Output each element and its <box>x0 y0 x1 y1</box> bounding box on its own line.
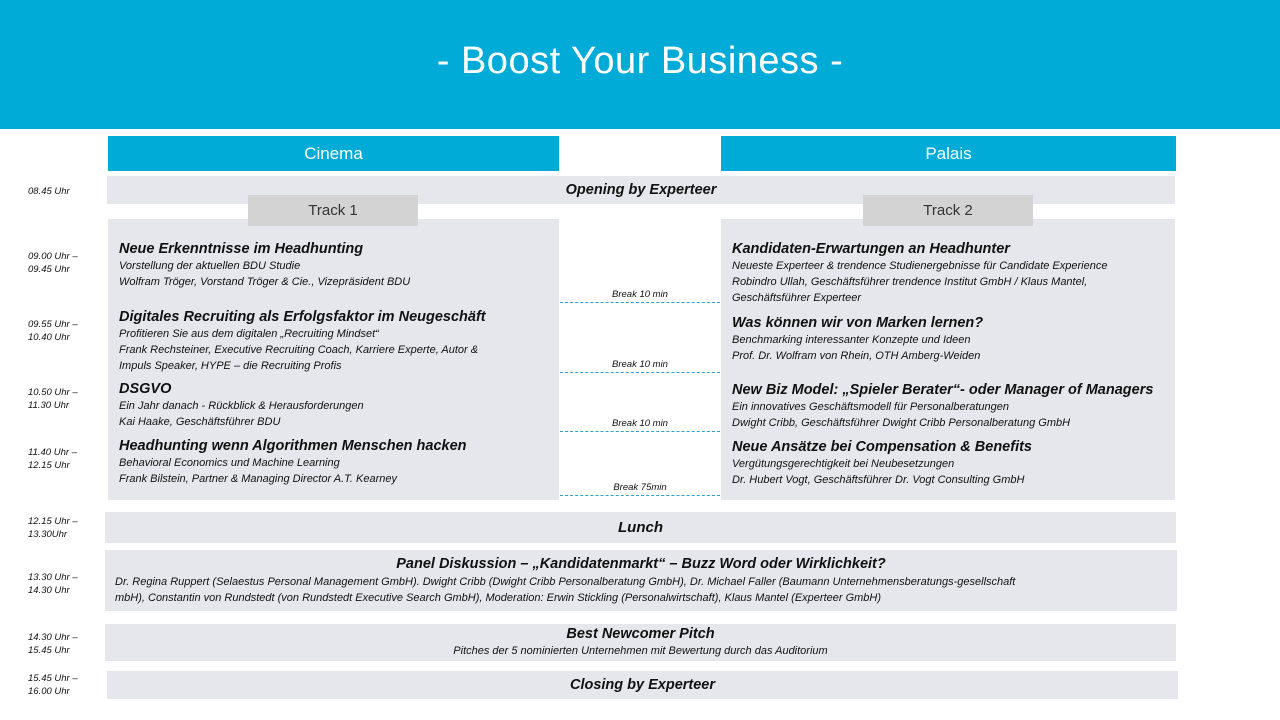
break-divider <box>560 357 720 373</box>
header-banner <box>0 0 1280 129</box>
panel-bar <box>105 550 1177 611</box>
track1-session <box>119 308 486 374</box>
panel-participants: Dr. Regina Ruppert (Selaestus Personal Management GmbH). Dwight Cribb (Dwight Cribb Personalberatung GmbH), Dr. Michael Faller (Baumann Unternehmensberatungs-gesellschaft <box>115 576 1016 588</box>
break-label: Break 10 min <box>612 418 668 429</box>
track1-column <box>108 219 559 500</box>
lunch-title: Lunch <box>618 519 663 536</box>
break-divider <box>560 416 720 432</box>
break-label: Break 75min <box>613 482 667 493</box>
track-1-label: Track 1 <box>248 195 418 226</box>
time-label: 09.00 Uhr – 09.45 Uhr <box>28 251 78 275</box>
session-detail: Neueste Experteer & trendence Studienergebnisse für Candidate Experience <box>732 260 1108 272</box>
session-title: Headhunting wenn Algorithmen Menschen hacken <box>119 438 467 454</box>
track1-session <box>119 437 467 487</box>
pitch-subtitle: Pitches der 5 nominierten Unternehmen mit Bewertung durch das Auditorium <box>453 645 828 657</box>
session-title: Digitales Recruiting als Erfolgsfaktor im Neugeschäft <box>119 309 486 325</box>
break-label: Break 10 min <box>612 289 668 300</box>
track-2-label: Track 2 <box>863 195 1033 226</box>
session-speaker: Prof. Dr. Wolfram von Rhein, OTH Amberg-Weiden <box>732 350 981 362</box>
break-divider <box>560 480 720 496</box>
session-speaker: Frank Rechsteiner, Executive Recruiting Coach, Karriere Experte, Autor & <box>119 344 479 356</box>
pitch-bar <box>105 624 1176 661</box>
session-speaker: Impuls Speaker, HYPE – die Recruiting Profis <box>119 360 342 372</box>
session-speaker: Wolfram Tröger, Vorstand Tröger & Cie., Vizepräsident BDU <box>119 276 411 288</box>
track2-column <box>721 219 1175 500</box>
time-label: 14.30 Uhr – 15.45 Uhr <box>28 632 78 656</box>
session-title: Neue Erkenntnisse im Headhunting <box>119 241 364 257</box>
page-title: - Boost Your Business - <box>436 40 844 82</box>
session-title: New Biz Model: „Spieler Berater“- oder Manager of Managers <box>732 382 1154 398</box>
time-label: 09.55 Uhr – 10.40 Uhr <box>28 319 78 343</box>
track1-session <box>119 240 410 290</box>
session-speaker: Robindro Ullah, Geschäftsführer trendence Institut GmbH / Klaus Mantel, <box>732 276 1088 288</box>
venue-header-palais: Palais <box>721 136 1176 171</box>
session-detail: Ein Jahr danach - Rückblick & Herausforderungen <box>119 400 364 412</box>
session-title: Neue Ansätze bei Compensation & Benefits <box>732 439 1032 455</box>
opening-title: Opening by Experteer <box>565 182 717 198</box>
time-label: 08.45 Uhr <box>28 186 70 197</box>
pitch-title: Best Newcomer Pitch <box>566 626 715 642</box>
time-label: 13.30 Uhr – 14.30 Uhr <box>28 572 78 596</box>
track2-session <box>732 438 1032 488</box>
session-detail: Benchmarking interessanter Konzepte und Ideen <box>732 334 971 346</box>
break-divider <box>560 287 720 303</box>
closing-bar <box>107 671 1178 699</box>
session-detail: Vorstellung der aktuellen BDU Studie <box>119 260 301 272</box>
time-label: 11.40 Uhr – 12.15 Uhr <box>28 447 77 471</box>
time-label: 10.50 Uhr – 11.30 Uhr <box>28 387 78 411</box>
closing-title: Closing by Experteer <box>569 677 716 693</box>
session-speaker: Kai Haake, Geschäftsführer BDU <box>119 416 281 428</box>
session-detail: Ein innovatives Geschäftsmodell für Personalberatungen <box>732 401 1009 413</box>
track2-session <box>732 381 1153 431</box>
session-detail: Vergütungsgerechtigkeit bei Neubesetzungen <box>732 458 955 470</box>
lunch-bar <box>105 512 1176 543</box>
session-speaker: Frank Bilstein, Partner & Managing Director A.T. Kearney <box>119 473 397 485</box>
session-title: Kandidaten-Erwartungen an Headhunter <box>732 241 1010 257</box>
track1-session <box>119 380 364 430</box>
session-speaker: Dwight Cribb, Geschäftsführer Dwight Cribb Personalberatung GmbH <box>732 417 1071 429</box>
panel-participants: mbH), Constantin von Rundstedt (von Rundstedt Executive Search GmbH), Moderation: Erwin Stickling (Personalwirtschaft), Klaus Mantel (Experteer GmbH) <box>115 592 882 604</box>
track2-session <box>732 314 983 364</box>
panel-title: Panel Diskussion – „Kandidatenmarkt“ – Buzz Word oder Wirklichkeit? <box>396 556 886 572</box>
session-speaker: Geschäftsführer Experteer <box>732 292 862 304</box>
session-title: Was können wir von Marken lernen? <box>732 315 984 331</box>
session-detail: Profitieren Sie aus dem digitalen „Recruiting Mindset“ <box>119 328 379 340</box>
session-speaker: Dr. Hubert Vogt, Geschäftsführer Dr. Vogt Consulting GmbH <box>732 474 1025 486</box>
break-label: Break 10 min <box>612 359 668 370</box>
time-label: 12.15 Uhr – 13.30Uhr <box>28 516 78 540</box>
venue-header-cinema: Cinema <box>108 136 559 171</box>
track2-session <box>732 240 1107 306</box>
session-title: DSGVO <box>119 381 172 397</box>
session-detail: Behavioral Economics und Machine Learning <box>119 457 340 469</box>
time-label: 15.45 Uhr – 16.00 Uhr <box>28 673 78 697</box>
